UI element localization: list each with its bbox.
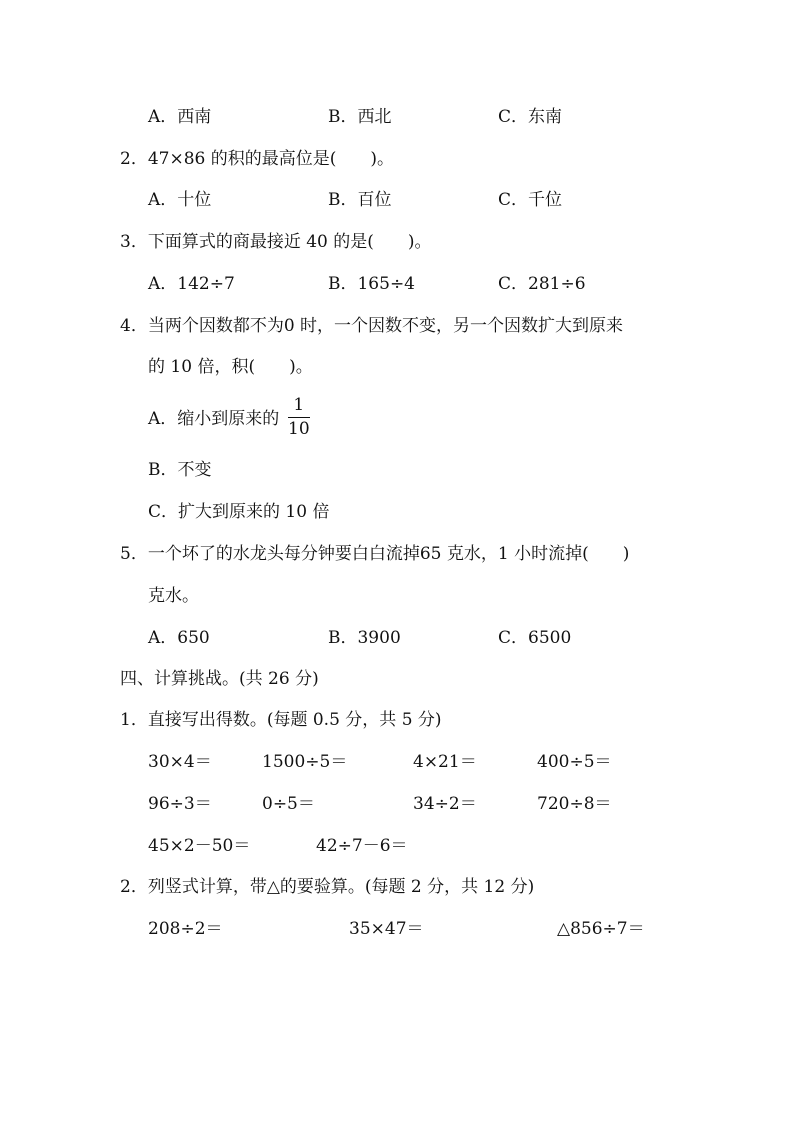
q4-option-a[interactable]: A．缩小到原来的 <box>148 409 280 429</box>
calc-item[interactable]: 720÷8＝ <box>537 794 612 814</box>
q2-option-b[interactable]: B．百位 <box>328 190 392 210</box>
q1-option-b[interactable]: B．西北 <box>328 107 392 127</box>
q2-stem: 2．47×86 的积的最高位是( )。 <box>120 149 394 169</box>
q4-stem-line1: 4．当两个因数都不为0 时，一个因数不变，另一个因数扩大到原来 <box>120 316 624 336</box>
calc-item[interactable]: 34÷2＝ <box>413 794 477 814</box>
section4-part2-title: 2．列竖式计算，带△的要验算。(每题 2 分，共 12 分) <box>120 877 535 897</box>
calc-item[interactable]: 42÷7－6＝ <box>316 836 408 856</box>
calc-item[interactable]: 400÷5＝ <box>537 752 612 772</box>
calc-item[interactable]: 4×21＝ <box>413 752 477 772</box>
calc-item[interactable]: 1500÷5＝ <box>262 752 348 772</box>
q4-option-a-fraction <box>288 397 310 438</box>
q5-option-c[interactable]: C．6500 <box>498 628 572 648</box>
q2-option-c[interactable]: C．千位 <box>498 190 563 210</box>
calc-item[interactable]: 0÷5＝ <box>262 794 315 814</box>
q3-stem: 3．下面算式的商最接近 40 的是( )。 <box>120 232 432 252</box>
q2-option-a[interactable]: A．十位 <box>148 190 212 210</box>
q4-option-c[interactable]: C．扩大到原来的 10 倍 <box>148 502 330 522</box>
q4-stem-line2: 的 10 倍，积( )。 <box>148 357 313 377</box>
calc-item[interactable]: 96÷3＝ <box>148 794 212 814</box>
q5-stem-line2: 克水。 <box>148 586 199 606</box>
q3-option-a[interactable]: A．142÷7 <box>148 274 235 294</box>
q1-option-c[interactable]: C．东南 <box>498 107 563 127</box>
fraction-denominator: 10 <box>288 419 310 439</box>
calc-item[interactable]: 45×2－50＝ <box>148 836 251 856</box>
q1-option-a[interactable]: A．西南 <box>148 107 212 127</box>
fraction-numerator: 1 <box>293 395 305 415</box>
q5-option-a[interactable]: A．650 <box>148 628 210 648</box>
section4-title: 四、计算挑战。(共 26 分) <box>120 669 319 689</box>
vertical-calc-item[interactable]: △856÷7＝ <box>557 919 645 939</box>
q5-option-b[interactable]: B．3900 <box>328 628 401 648</box>
calc-item[interactable]: 30×4＝ <box>148 752 212 772</box>
q5-stem-line1: 5．一个坏了的水龙头每分钟要白白流掉65 克水，1 小时流掉( ) <box>120 544 630 564</box>
q4-option-b[interactable]: B．不变 <box>148 460 212 480</box>
vertical-calc-item[interactable]: 35×47＝ <box>349 919 424 939</box>
q3-option-c[interactable]: C．281÷6 <box>498 274 586 294</box>
q3-option-b[interactable]: B．165÷4 <box>328 274 416 294</box>
vertical-calc-item[interactable]: 208÷2＝ <box>148 919 223 939</box>
section4-part1-title: 1．直接写出得数。(每题 0.5 分，共 5 分) <box>120 710 442 730</box>
